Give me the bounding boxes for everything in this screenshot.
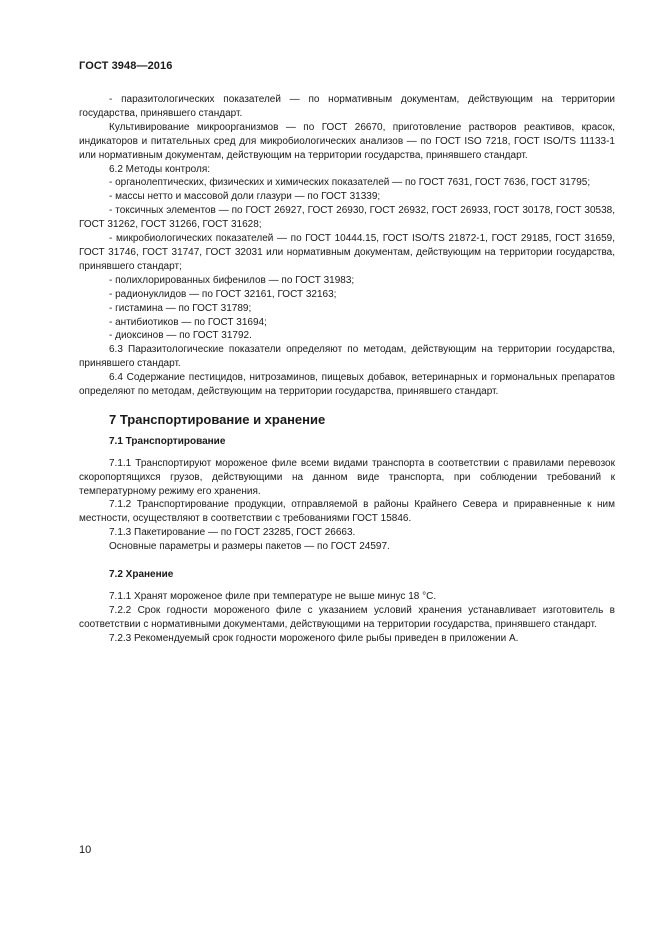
section-heading: 7 Транспортирование и хранение [109, 411, 326, 427]
paragraph: Культивирование микроорганизмов — по ГОСТ 26670, приготовление растворов реактивов, красок, индикаторов и питательных сред для микробиологических анализов — по ГОСТ ISO 7218, ГОСТ ISO/TS 11133-1 или нормативным документам, действующим на территории государства, принявшего стандарт. [79, 121, 615, 161]
document-body [79, 93, 615, 646]
paragraph: 7.2.3 Рекомендуемый срок годности мороженого филе рыбы приведен в приложении А. [109, 632, 519, 644]
document-header: ГОСТ 3948—2016 [79, 60, 173, 72]
paragraph: 6.3 Паразитологические показатели определяют по методам, действующим на территории государства, принявшего стандарт. [79, 344, 615, 370]
list-item: - антибиотиков — по ГОСТ 31694; [109, 316, 267, 328]
list-item: - диоксинов — по ГОСТ 31792. [109, 330, 252, 342]
list-item: - полихлорированных бифенилов — по ГОСТ 31983; [109, 274, 355, 286]
paragraph: 7.1.2 Транспортирование продукции, отправляемой в районы Крайнего Севера и приравненные к ним местности, осуществляют в соответствии с требованиями ГОСТ 15846. [79, 499, 615, 525]
list-item: - токсичных элементов — по ГОСТ 26927, ГОСТ 26930, ГОСТ 26932, ГОСТ 26933, ГОСТ 30178, ГОСТ 30538, ГОСТ 31262, ГОСТ 31266, ГОСТ 31628; [79, 205, 615, 231]
subsection-heading: 7.1 Транспортирование [109, 435, 226, 447]
list-item: - массы нетто и массовой доли глазури — по ГОСТ 31339; [109, 191, 381, 203]
paragraph: 7.1.3 Пакетирование — по ГОСТ 23285, ГОСТ 26663. [109, 527, 356, 539]
paragraph: 6.4 Содержание пестицидов, нитрозаминов, пищевых добавок, ветеринарных и гормональных препаратов определяют по методам, действующим на территории государства, принявшего стандарт. [79, 372, 615, 398]
paragraph: 7.1.1 Хранят мороженое филе при температуре не выше минус 18 °С. [109, 591, 437, 602]
paragraph: 7.2.2 Срок годности мороженого филе с указанием условий хранения устанавливает изготовитель в соответствии с нормативными документами, действующими на территории государства, принявшего стандарт. [79, 604, 615, 630]
paragraph: - паразитологических показателей — по нормативным документам, действующим на территории государства, принявшего стандарт. [79, 94, 615, 119]
paragraph: 7.1.1 Транспортируют мороженое филе всеми видами транспорта в соответствии с правилами перевозок скоропортящихся грузов, действующими на данном виде транспорта, при соблюдении требований к температурному режиму его хранения. [79, 457, 615, 497]
page-number: 10 [79, 844, 92, 856]
list-item: - радионуклидов — по ГОСТ 32161, ГОСТ 32163; [109, 288, 337, 300]
list-item: - гистамина — по ГОСТ 31789; [109, 302, 252, 314]
list-item: - органолептических, физических и химических показателей — по ГОСТ 7631, ГОСТ 7636, ГОСТ 31795; [109, 177, 591, 189]
paragraph: 6.2 Методы контроля: [109, 163, 211, 175]
subsection-heading: 7.2 Хранение [109, 569, 174, 581]
list-item: - микробиологических показателей — по ГОСТ 10444.15, ГОСТ ISO/TS 21872-1, ГОСТ 29185, ГОСТ 31659, ГОСТ 31746, ГОСТ 31747, ГОСТ 32031 или нормативным документам, действующим на территории государства, принявшего стандарт; [79, 233, 615, 272]
paragraph: Основные параметры и размеры пакетов — по ГОСТ 24597. [109, 541, 390, 553]
